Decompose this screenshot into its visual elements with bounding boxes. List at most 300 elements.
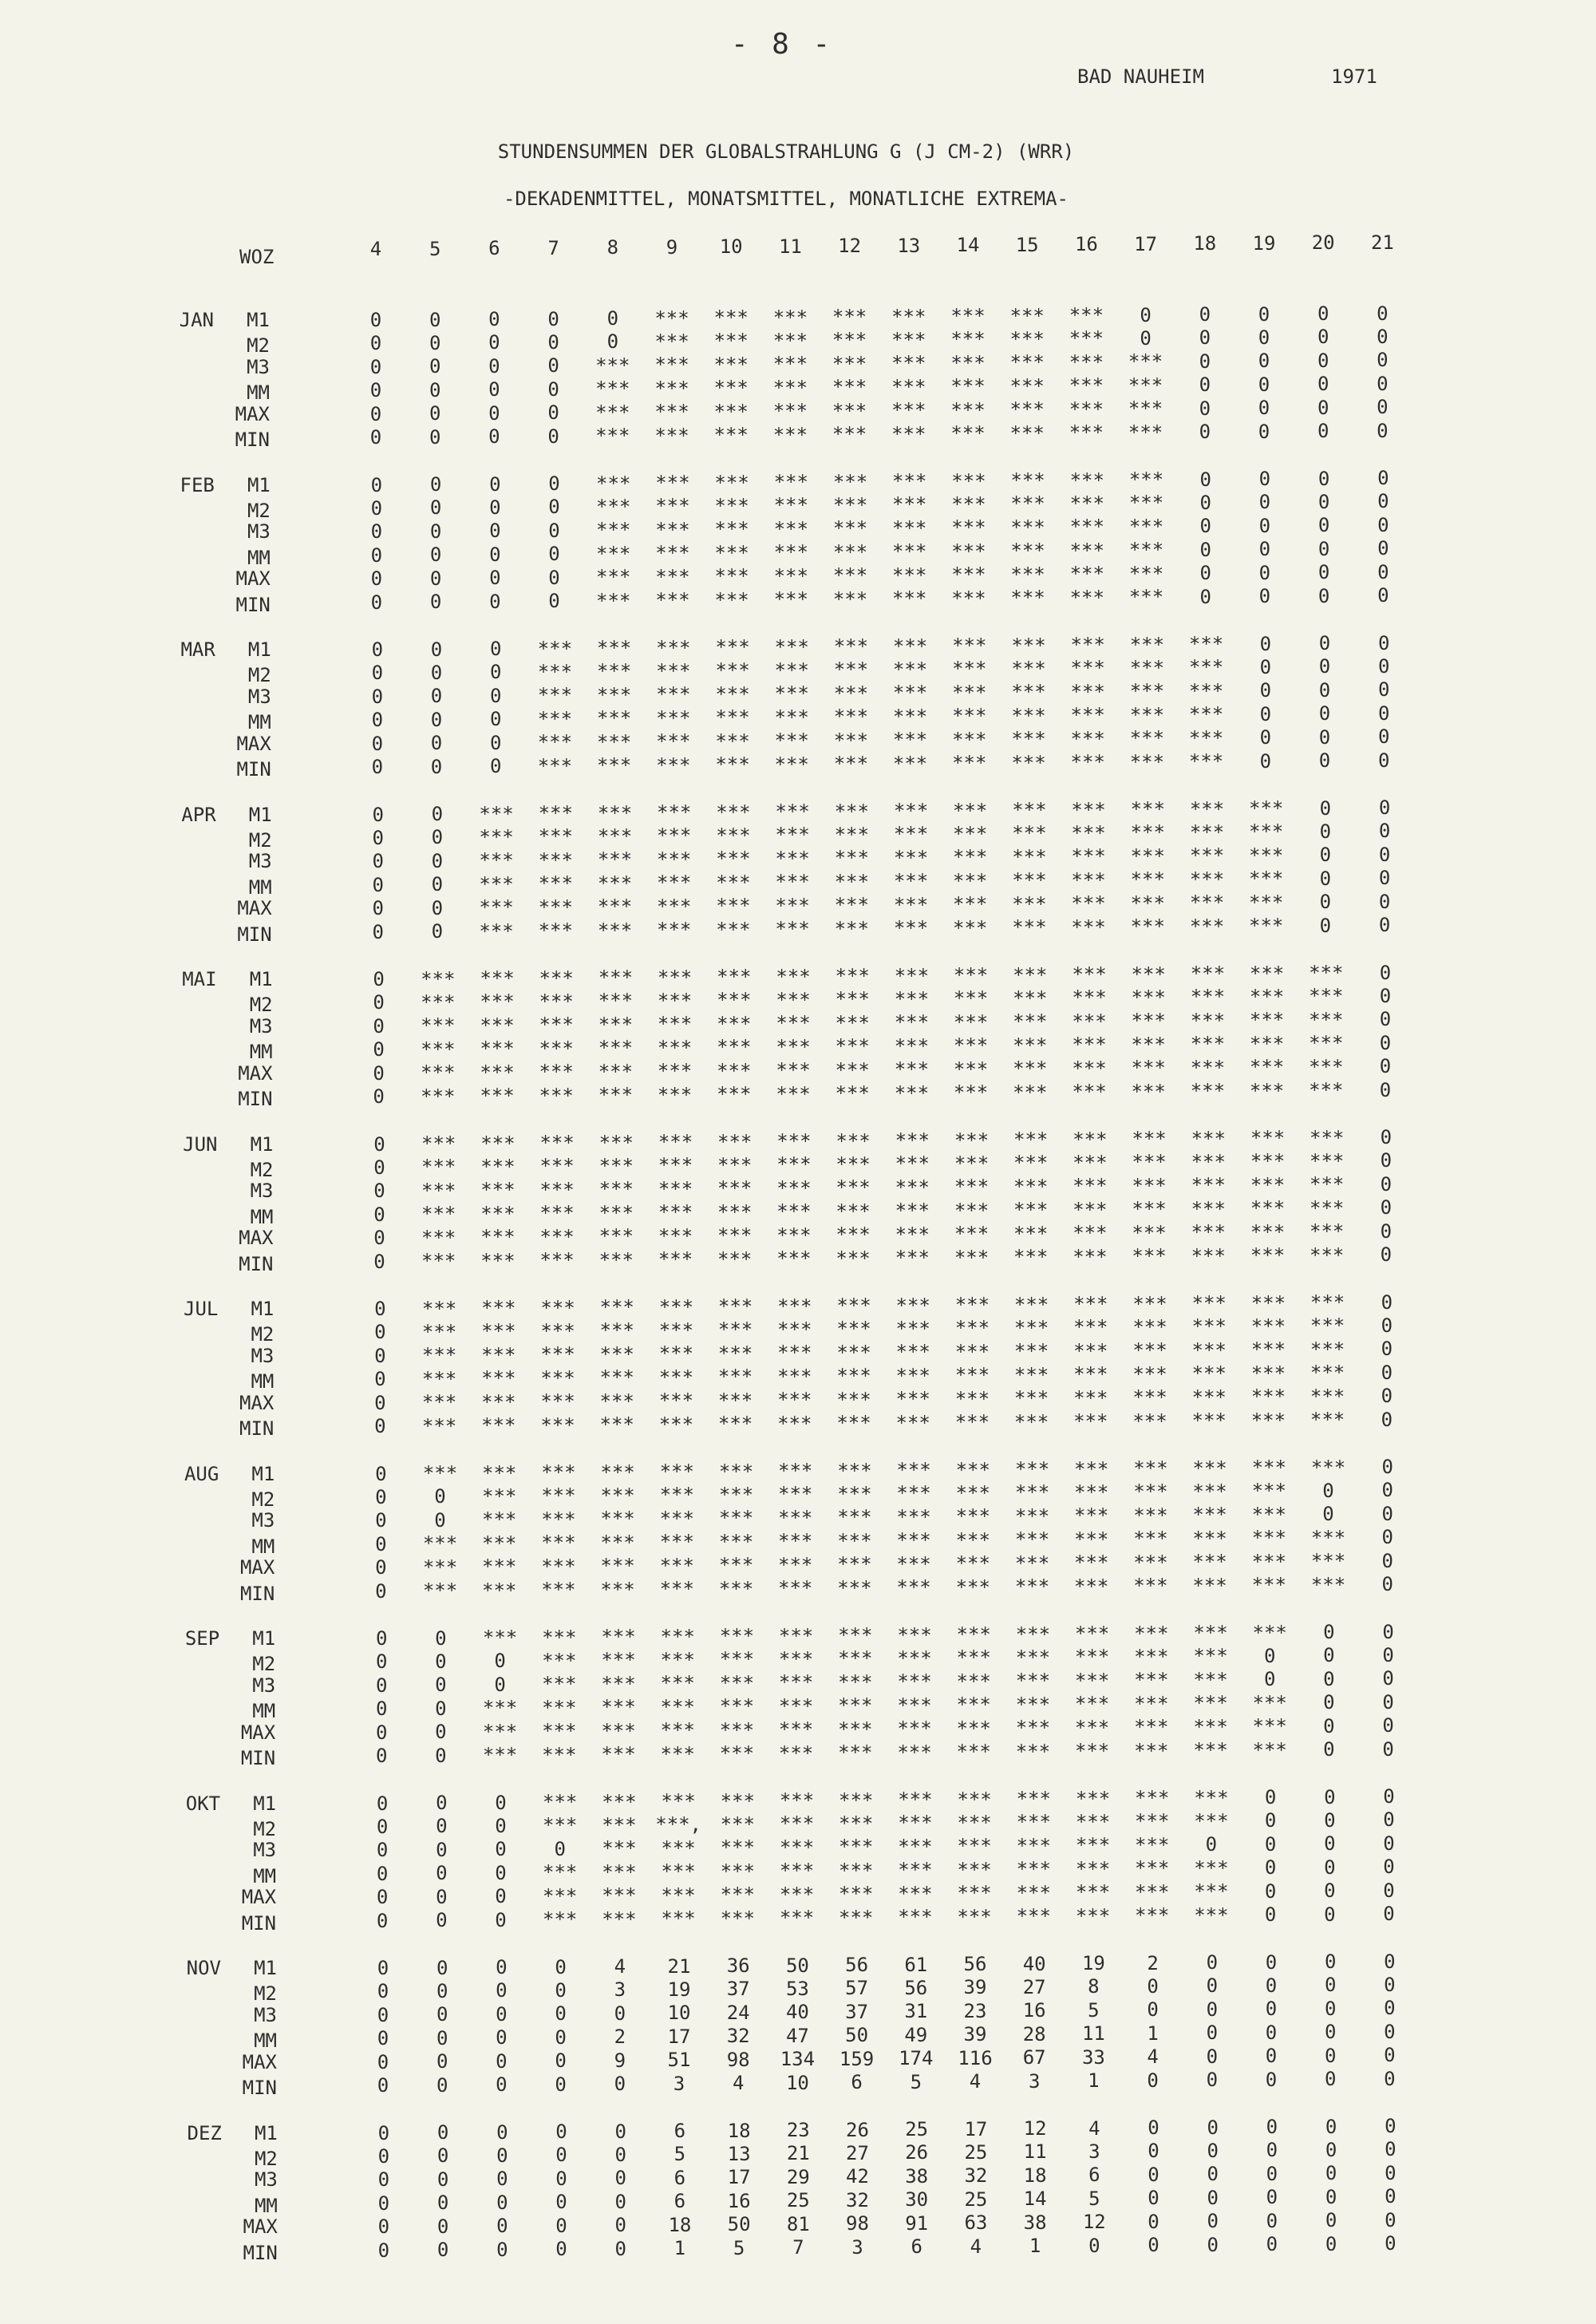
table-cell: 0 [496, 2144, 508, 2167]
table-cell: 0 [488, 308, 500, 330]
table-cell: *** [541, 1579, 576, 1601]
table-cell: *** [895, 1411, 930, 1434]
table-cell: *** [717, 1200, 753, 1223]
table-cell: *** [839, 1812, 874, 1835]
table-cell: *** [479, 849, 514, 872]
table-cell: *** [717, 966, 752, 988]
table-cell: *** [895, 1294, 930, 1317]
table-cell: *** [955, 1481, 990, 1504]
table-cell: *** [897, 1694, 932, 1717]
row-label: MIN [240, 1747, 276, 1769]
table-cell: 4 [969, 2070, 982, 2093]
row-label: M2 [247, 334, 270, 358]
table-cell: *** [894, 1011, 930, 1034]
table-cell: *** [1128, 562, 1164, 585]
table-cell: *** [774, 753, 809, 776]
table-cell: *** [1012, 822, 1047, 845]
table-cell: *** [1013, 1057, 1048, 1081]
table-cell: *** [1135, 1787, 1170, 1809]
table-cell: 39 [963, 1976, 987, 1999]
table-cell: 0 [1317, 326, 1329, 349]
table-cell: *** [1249, 1032, 1285, 1055]
table-cell: *** [658, 1413, 694, 1436]
table-cell: *** [717, 1295, 753, 1318]
table-cell: *** [1010, 587, 1045, 609]
table-cell: *** [480, 990, 515, 1014]
table-cell: 21 [667, 1954, 691, 1978]
table-cell: 30 [905, 2188, 929, 2211]
table-cell: *** [836, 1388, 871, 1411]
table-cell: *** [950, 305, 986, 327]
table-cell: *** [657, 801, 692, 824]
table-cell: *** [595, 377, 630, 401]
table-cell: 0 [437, 2168, 449, 2191]
table-cell: 0 [376, 1886, 389, 1909]
table-cell: *** [717, 1247, 753, 1271]
table-cell: 0 [1317, 396, 1329, 419]
table-cell: *** [481, 1390, 516, 1413]
table-cell: 0 [377, 2215, 390, 2239]
row-label: MM [247, 711, 271, 734]
table-cell: *** [658, 1131, 693, 1153]
table-cell: *** [482, 1626, 518, 1649]
page-number: - 8 - [730, 28, 834, 61]
table-cell: *** [1014, 1575, 1050, 1598]
table-cell: *** [717, 1153, 753, 1176]
table-cell: *** [1073, 1316, 1108, 1339]
table-cell: *** [660, 1625, 695, 1648]
hour-header: 9 [666, 235, 678, 259]
table-cell: 0 [1259, 679, 1272, 702]
table-cell: *** [778, 1718, 814, 1741]
table-cell: *** [1191, 1409, 1227, 1432]
row-label: M2 [250, 1158, 274, 1181]
table-cell: *** [1129, 703, 1165, 726]
table-cell: 0 [1380, 1126, 1393, 1148]
table-cell: 0 [429, 378, 441, 401]
table-cell: 0 [555, 2049, 567, 2073]
table-cell: 0 [437, 2239, 449, 2261]
row-label: MM [251, 1370, 275, 1393]
table-cell: 0 [1259, 702, 1272, 725]
table-cell: 0 [1380, 1219, 1393, 1243]
table-cell: *** [836, 1200, 871, 1223]
table-cell: 0 [1258, 373, 1270, 396]
table-cell: *** [1131, 962, 1166, 986]
table-cell: *** [715, 659, 750, 682]
table-cell: *** [772, 306, 808, 329]
table-cell: *** [718, 1507, 754, 1530]
table-cell: *** [1075, 1857, 1111, 1880]
table-cell: *** [1133, 1504, 1168, 1527]
table-cell: *** [957, 1858, 992, 1881]
table-cell: *** [1013, 1293, 1049, 1316]
table-cell: 0 [496, 2191, 508, 2214]
table-cell: *** [658, 1248, 693, 1271]
table-cell: 0 [1148, 2234, 1159, 2256]
table-cell: *** [1190, 1009, 1226, 1032]
table-cell: *** [596, 683, 632, 706]
table-cell: *** [1132, 1386, 1167, 1409]
table-cell: *** [837, 1576, 872, 1599]
table-cell: 0 [1319, 796, 1332, 820]
table-cell: 0 [372, 920, 384, 943]
table-cell: *** [1134, 1645, 1169, 1668]
table-cell: 0 [375, 1721, 388, 1744]
table-cell: *** [1133, 1528, 1168, 1551]
table-cell: *** [836, 1223, 871, 1247]
table-cell: 0 [376, 1862, 389, 1885]
table-cell: *** [539, 1249, 575, 1271]
table-cell: *** [1009, 327, 1045, 350]
table-cell: *** [537, 684, 573, 707]
table-cell: 0 [1379, 1031, 1392, 1054]
table-cell: 0 [372, 803, 384, 826]
table-cell: 0 [614, 2120, 626, 2143]
table-cell: *** [777, 1412, 812, 1435]
table-cell: *** [1072, 1034, 1107, 1057]
table-cell: 0 [436, 1885, 448, 1908]
table-cell: *** [600, 1531, 635, 1554]
table-cell: *** [1135, 1880, 1170, 1903]
table-cell: 39 [963, 2023, 987, 2046]
table-cell: *** [717, 1012, 752, 1035]
table-cell: 0 [1319, 914, 1332, 937]
table-cell: *** [658, 1201, 693, 1224]
table-cell: 50 [727, 2213, 751, 2236]
table-cell: 0 [614, 2002, 626, 2025]
table-cell: *** [1069, 539, 1104, 562]
table-cell: *** [1133, 1480, 1168, 1504]
table-cell: 0 [1206, 1998, 1219, 2021]
row-label: MIN [239, 1582, 275, 1605]
table-cell: *** [895, 1152, 930, 1176]
table-cell: 0 [1264, 1832, 1277, 1856]
table-cell: 0 [373, 991, 385, 1014]
table-cell: *** [538, 825, 573, 848]
table-cell: 0 [1206, 2045, 1219, 2068]
table-cell: *** [481, 1414, 516, 1437]
table-cell: *** [838, 1670, 873, 1694]
table-cell: *** [1073, 1128, 1108, 1151]
table-cell: *** [1134, 1669, 1169, 1692]
table-cell: 0 [377, 2121, 390, 2144]
table-cell: 17 [727, 2166, 751, 2189]
table-cell: 0 [1382, 1643, 1394, 1666]
table-cell: *** [1013, 1081, 1048, 1104]
table-cell: 0 [1258, 561, 1271, 584]
table-cell: 0 [429, 473, 442, 496]
table-cell: 3 [851, 2235, 863, 2259]
table-cell: *** [1188, 633, 1224, 655]
table-cell: *** [954, 1317, 990, 1340]
table-cell: *** [537, 707, 573, 730]
table-cell: *** [1013, 1316, 1049, 1339]
table-cell: 0 [377, 2050, 389, 2073]
table-cell: *** [896, 1482, 931, 1505]
table-cell: 16 [1022, 1999, 1046, 2022]
table-cell: *** [1132, 1128, 1167, 1150]
table-cell: 0 [1140, 326, 1152, 350]
table-cell: 1 [674, 2237, 686, 2259]
table-cell: *** [719, 1671, 755, 1694]
table-cell: *** [482, 1555, 517, 1579]
row-label: M3 [251, 1509, 275, 1532]
table-cell: 0 [429, 496, 442, 520]
table-cell: *** [541, 1532, 576, 1555]
table-cell: *** [542, 1696, 577, 1719]
table-cell: *** [659, 1554, 694, 1577]
table-cell: 0 [431, 873, 444, 896]
table-cell: *** [953, 1034, 989, 1057]
table-cell: 0 [496, 2120, 508, 2144]
table-cell: *** [1012, 799, 1047, 821]
table-cell: *** [952, 634, 987, 657]
table-cell: *** [658, 1318, 694, 1342]
table-cell: 0 [374, 1298, 386, 1320]
table-cell: 0 [1323, 1738, 1335, 1761]
row-label: MIN [237, 923, 272, 946]
table-cell: *** [950, 351, 986, 374]
table-cell: *** [893, 893, 929, 916]
table-cell: *** [480, 1226, 516, 1249]
table-cell: 8 [1088, 1975, 1100, 1998]
row-label: M3 [247, 685, 271, 708]
table-cell: *** [957, 1835, 992, 1858]
table-cell: *** [714, 494, 749, 517]
table-cell: 0 [1199, 491, 1211, 514]
table-cell: 17 [964, 2117, 988, 2140]
table-cell: *** [717, 989, 752, 1012]
table-cell: *** [776, 1082, 811, 1105]
table-cell: *** [1251, 1503, 1286, 1526]
table-cell: *** [891, 352, 926, 375]
table-cell: *** [1194, 1903, 1229, 1927]
table-cell: *** [599, 1296, 634, 1318]
table-cell: *** [598, 1037, 634, 1060]
table-cell: *** [539, 1084, 574, 1107]
table-cell: 50 [785, 1954, 809, 1977]
table-cell: *** [834, 823, 869, 846]
table-cell: *** [482, 1744, 518, 1766]
table-cell: 0 [1140, 303, 1152, 326]
table-cell: 0 [1377, 584, 1389, 607]
row-label: MM [254, 2030, 277, 2053]
table-cell: 33 [1081, 2045, 1105, 2069]
table-cell: 14 [1023, 2188, 1047, 2211]
table-cell: *** [1191, 1221, 1226, 1244]
table-cell: *** [894, 964, 930, 987]
table-cell: *** [778, 1460, 813, 1482]
table-cell: 11 [1023, 2140, 1047, 2164]
row-label: M1 [247, 309, 270, 331]
table-cell: *** [1249, 915, 1284, 937]
table-cell: 0 [1385, 2161, 1396, 2184]
table-cell: *** [659, 1484, 694, 1507]
table-cell: 0 [1266, 2233, 1278, 2255]
table-cell: 0 [1378, 867, 1391, 890]
table-cell: *** [720, 1789, 755, 1812]
table-cell: *** [776, 1176, 812, 1200]
table-cell: *** [897, 1670, 932, 1694]
table-cell: *** [896, 1459, 931, 1481]
table-cell: *** [602, 1813, 637, 1836]
table-cell: *** [596, 472, 631, 495]
table-cell: 0 [1382, 1714, 1394, 1737]
table-cell: *** [776, 1223, 812, 1247]
table-cell: *** [421, 1156, 456, 1179]
table-cell: *** [834, 917, 869, 940]
table-cell: *** [774, 682, 809, 706]
table-cell: 0 [495, 1838, 507, 1861]
table-cell: 0 [1318, 702, 1331, 725]
table-cell: *** [1250, 1385, 1286, 1409]
table-cell: *** [1252, 1691, 1287, 1714]
table-cell: *** [1309, 1079, 1344, 1101]
table-cell: *** [661, 1860, 696, 1883]
table-cell: *** [542, 1649, 577, 1672]
table-cell: *** [482, 1484, 517, 1508]
table-cell: *** [599, 1366, 634, 1389]
table-cell: 0 [1377, 513, 1389, 536]
table-cell: 0 [375, 1532, 387, 1555]
table-cell: 0 [370, 473, 383, 496]
table-cell: *** [1074, 1480, 1109, 1504]
table-cell: *** [600, 1460, 635, 1484]
table-cell: *** [894, 1081, 930, 1105]
row-label: M2 [248, 828, 272, 852]
table-cell: *** [1073, 1386, 1108, 1409]
table-cell: *** [1009, 421, 1045, 445]
table-cell: *** [775, 871, 810, 894]
table-cell: 0 [1317, 561, 1330, 584]
table-cell: *** [658, 1224, 693, 1247]
table-cell: 0 [1259, 749, 1272, 773]
table-cell: 0 [377, 1957, 389, 1979]
table-cell: *** [596, 589, 631, 612]
table-cell: 4 [970, 2235, 982, 2258]
table-cell: *** [541, 1508, 576, 1531]
table-cell: 0 [547, 377, 559, 401]
table-cell: *** [656, 659, 691, 682]
table-cell: 0 [1324, 1903, 1336, 1926]
row-label: M3 [254, 2003, 277, 2026]
table-cell: 0 [1383, 1832, 1395, 1855]
table-cell: 0 [1378, 890, 1391, 913]
table-cell: 6 [674, 2166, 686, 2189]
table-cell: 31 [904, 2000, 928, 2023]
row-label: MM [247, 546, 271, 569]
table-cell: 18 [1023, 2164, 1047, 2187]
row-label: M3 [249, 1014, 273, 1038]
table-cell: 0 [1325, 2162, 1337, 2185]
table-cell: 0 [1325, 2115, 1337, 2138]
table-cell: *** [836, 1365, 871, 1388]
table-cell: *** [1128, 515, 1164, 538]
table-cell: *** [1016, 1881, 1051, 1904]
table-cell: *** [776, 988, 811, 1011]
table-cell: *** [776, 1012, 811, 1035]
table-cell: 36 [726, 1954, 750, 1977]
table-cell: *** [892, 729, 928, 752]
table-cell: *** [834, 800, 869, 823]
table-cell: 0 [489, 638, 502, 660]
table-cell: *** [1250, 1197, 1286, 1220]
table-cell: *** [895, 1317, 930, 1340]
table-cell: *** [777, 1389, 812, 1412]
table-cell: 0 [431, 849, 444, 872]
row-label: M1 [251, 1462, 275, 1485]
table-cell: 0 [494, 1650, 506, 1673]
table-cell: *** [1010, 469, 1045, 492]
table-cell: *** [832, 329, 867, 352]
table-cell: *** [1188, 726, 1224, 749]
table-cell: 0 [430, 732, 443, 755]
row-label: M3 [247, 355, 270, 378]
table-cell: *** [954, 1246, 990, 1269]
table-cell: 0 [377, 2027, 389, 2050]
table-cell: 0 [377, 2144, 390, 2168]
table-cell: 0 [1265, 1951, 1278, 1974]
table-cell: *** [1013, 1034, 1048, 1057]
table-cell: 2 [1147, 1951, 1159, 1974]
table-cell: 11 [1081, 2022, 1105, 2045]
table-cell: *** [661, 1790, 696, 1812]
table-cell: *** [482, 1532, 517, 1555]
table-cell: *** [1193, 1668, 1228, 1691]
table-cell: 0 [372, 873, 384, 896]
table-cell: 0 [377, 2074, 389, 2097]
table-cell: *** [1193, 1739, 1228, 1761]
table-cell: 0 [430, 661, 443, 684]
row-label: M3 [248, 850, 272, 873]
table-cell: *** [778, 1624, 814, 1647]
table-cell: *** [717, 1342, 753, 1365]
table-cell: *** [897, 1623, 932, 1646]
table-cell: 0 [488, 425, 500, 448]
table-cell: 0 [1199, 515, 1211, 538]
table-cell: *** [775, 894, 810, 917]
table-cell: 0 [496, 2238, 508, 2261]
table-cell: 0 [436, 2003, 448, 2026]
table-cell: *** [1071, 798, 1106, 821]
table-cell: *** [1132, 1198, 1167, 1221]
row-label: M2 [254, 2147, 278, 2170]
table-cell: *** [779, 1883, 815, 1906]
table-cell: 0 [1324, 1879, 1336, 1903]
table-cell: *** [1074, 1457, 1109, 1480]
table-cell: *** [597, 919, 633, 942]
table-cell: *** [479, 919, 514, 943]
table-cell: *** [1188, 750, 1224, 773]
table-cell: 0 [1379, 1055, 1392, 1078]
row-label: MIN [242, 2077, 277, 2099]
table-cell: *** [778, 1671, 814, 1694]
table-cell: *** [596, 754, 632, 777]
table-cell: *** [954, 1294, 990, 1316]
table-cell: *** [836, 1318, 871, 1341]
table-cell: *** [538, 895, 573, 919]
table-cell: *** [1009, 351, 1045, 374]
table-cell: *** [657, 824, 692, 848]
table-cell: *** [1251, 1550, 1286, 1573]
table-cell: *** [1013, 1010, 1048, 1034]
table-cell: 0 [369, 309, 382, 331]
table-cell: *** [715, 753, 750, 776]
row-label: M1 [254, 2121, 278, 2144]
table-cell: *** [1251, 1456, 1286, 1479]
table-cell: *** [956, 1741, 991, 1763]
